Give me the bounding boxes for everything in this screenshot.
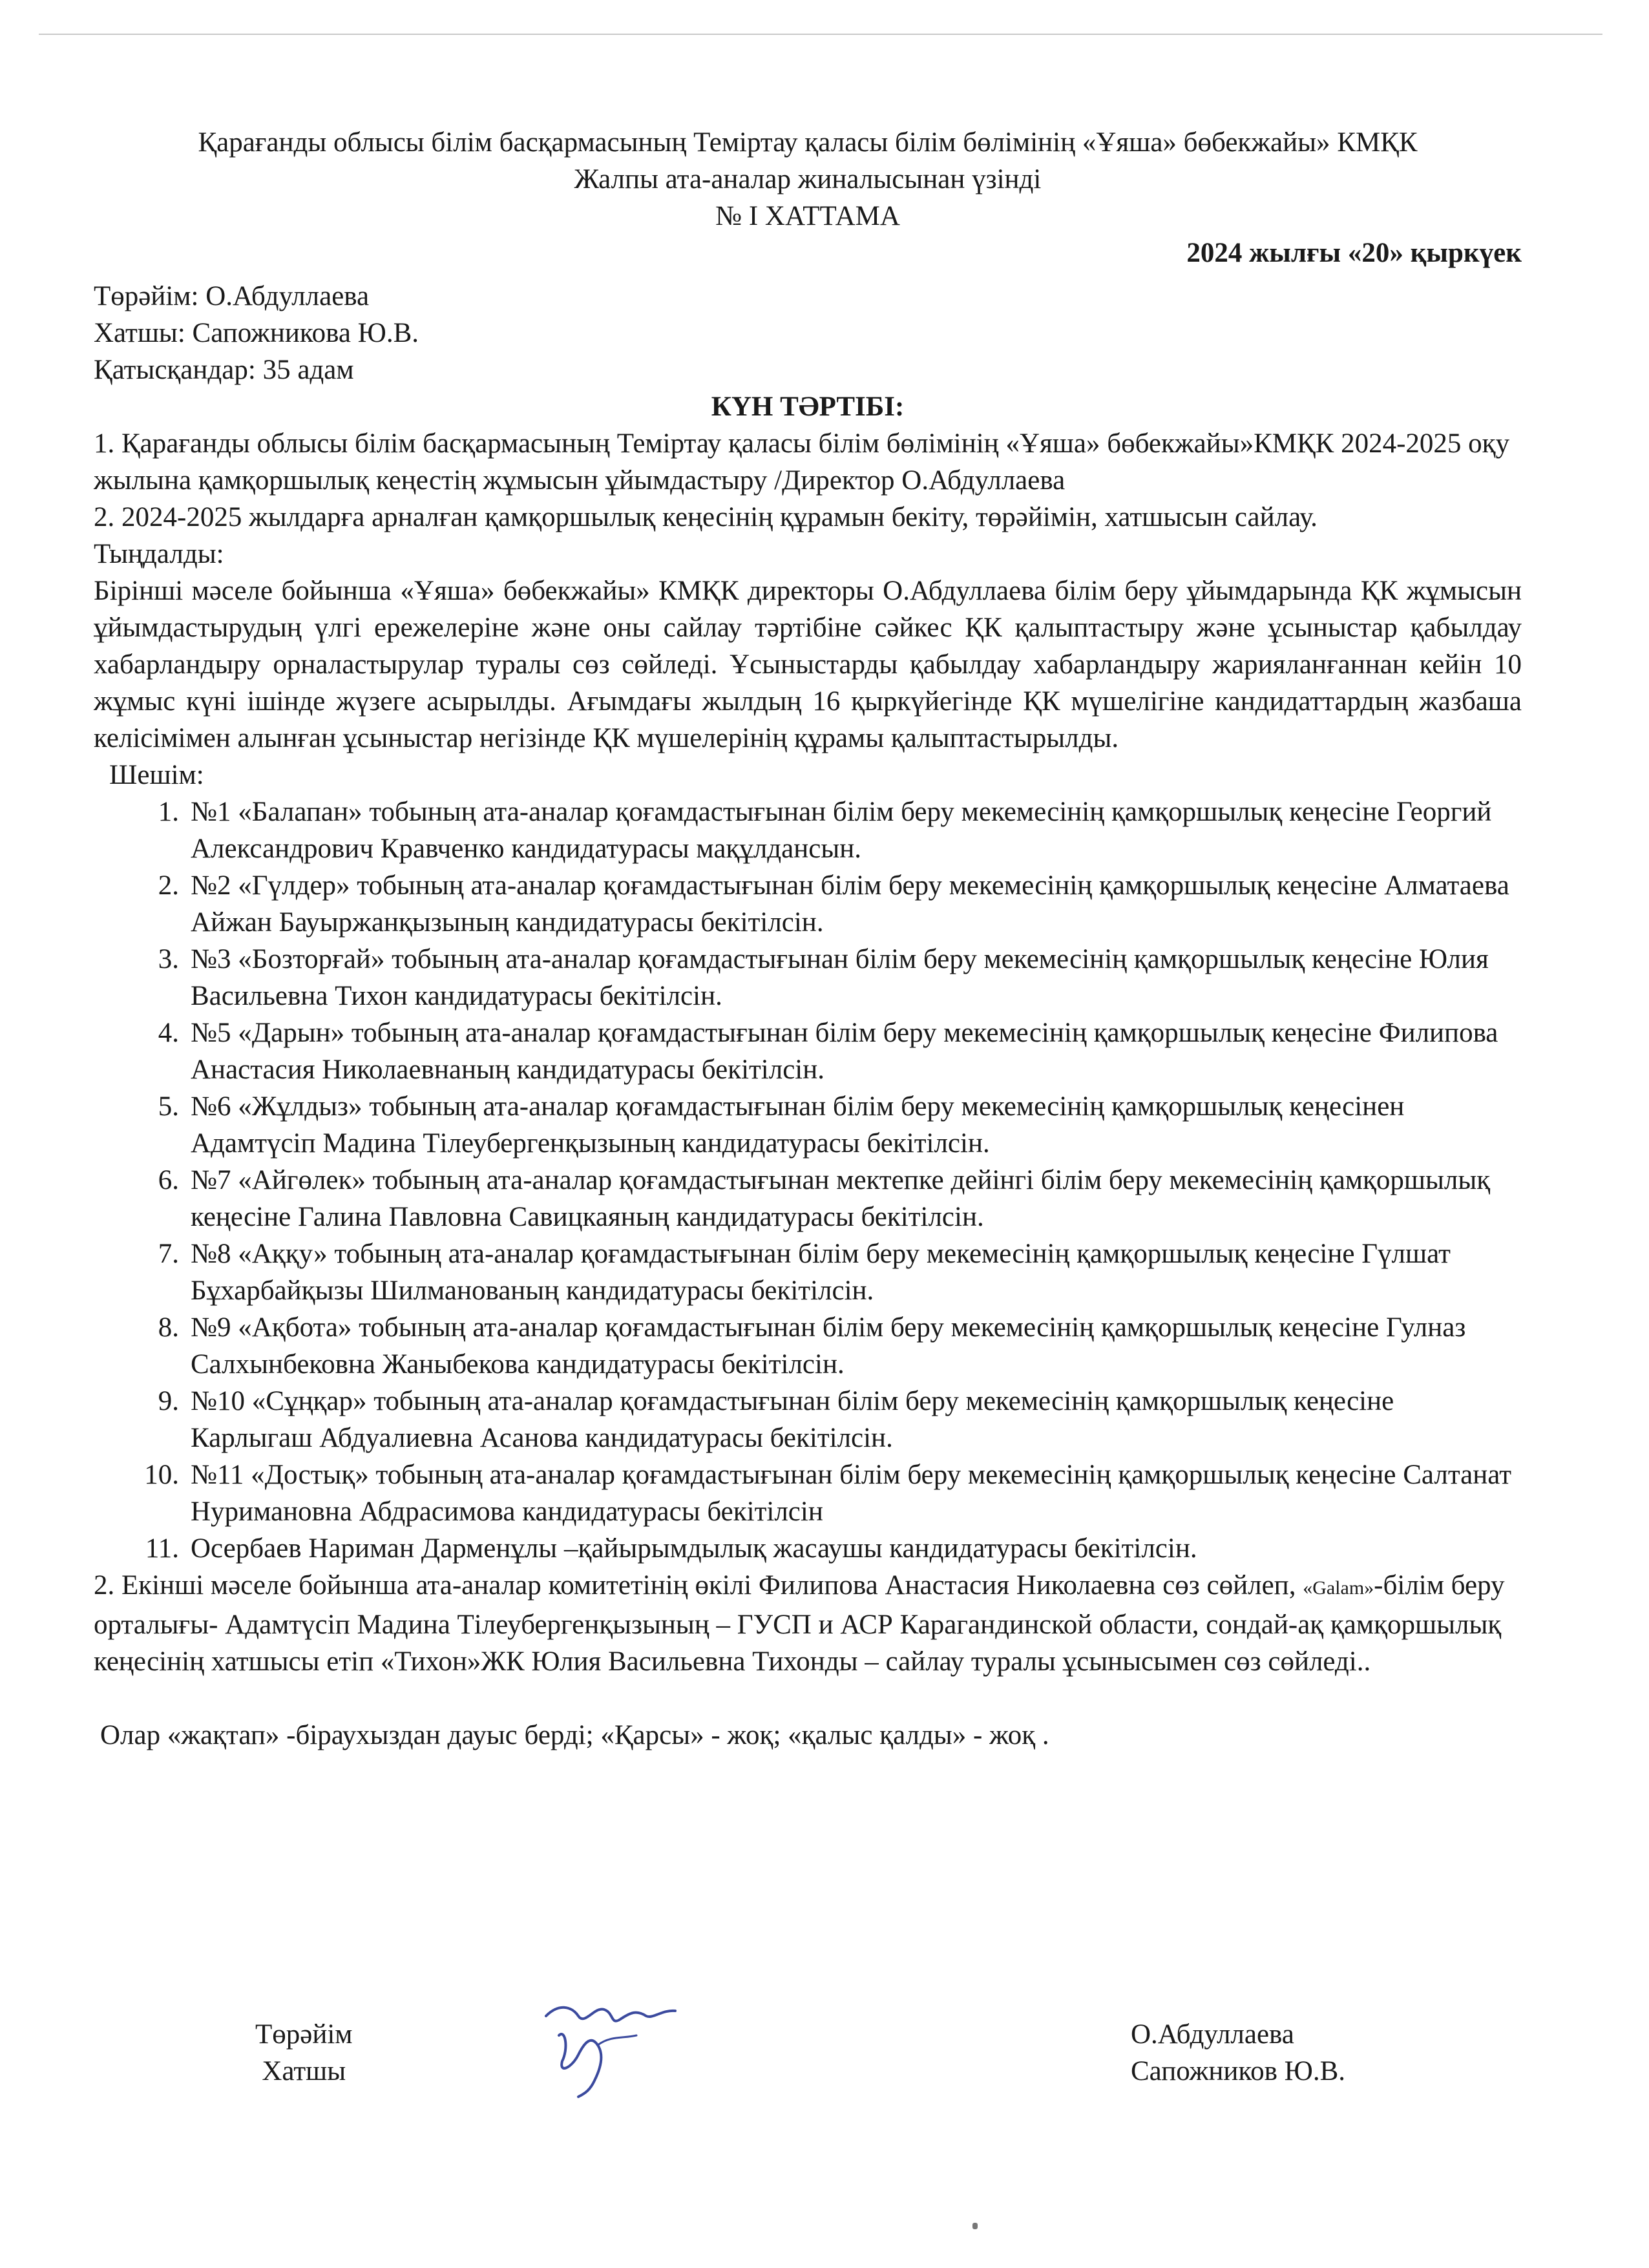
agenda-item-2: 2. 2024-2025 жылдарға арналған қамқоршылық кеңесінің құрамын бекіту, төрәйімін, хатшысын сайлау. xyxy=(94,502,1318,532)
signatory-titles xyxy=(255,2016,353,2090)
heard-text: Бірінші мәселе бойынша «Ұяша» бөбекжайы» КМҚК директоры О.Абдуллаева білім беру ұйымдарында ҚК жұмысын ұйымдастырудың үлгі ережелеріне және оны сайлау тәртібіне сәйкес ҚК қалыптастыру және ұсыныстар қабылдау хабарландыру орналастырулар туралы сөз сөйледі. Ұсыныстарды қабылдау хабарландыру жарияланғаннан кейін 10 жұмыс күні ішінде жүзеге асырылды. Ағымдағы жылдың 16 қыркүйегінде ҚК мүшелігіне кандидаттардың жазбаша келісімімен алынған ұсыныстар негізінде ҚК мүшелерінің құрамы қалыптастырылды. xyxy=(94,576,1522,753)
decision-text: №11 «Достық» тобының ата-аналар қоғамдастығынан білім беру мекемесінің қамқоршылық кеңесіне Салтанат Нуримановна Абдрасимова кандидатурасы бекітілсін xyxy=(191,1460,1512,1527)
decision-number: 9. xyxy=(158,1386,179,1416)
decision-item xyxy=(94,1088,1522,1162)
second-issue-paragraph xyxy=(94,1567,1522,1680)
decision-item xyxy=(94,1383,1522,1456)
decision-text: №2 «Гүлдер» тобының ата-аналар қоғамдастығынан білім беру мекемесінің қамқоршылық кеңесіне Алматаева Айжан Бауыржанқызының кандидатурасы бекітілсін. xyxy=(191,870,1509,938)
decision-text: №8 «Аққу» тобының ата-аналар қоғамдастығынан білім беру мекемесінің қамқоршылық кеңесіне Гүлшат Бұхарбайқызы Шилманованың кандидатурасы бекітілсін. xyxy=(191,1239,1451,1306)
decision-label: Шешім: xyxy=(109,760,204,790)
decision-list xyxy=(94,793,1522,1567)
decision-text: №7 «Айгөлек» тобының ата-аналар қоғамдастығынан мектепке дейінгі білім беру мекемесінің қамқоршылық кеңесіне Галина Павловна Савицкаяның кандидатурасы бекітілсін. xyxy=(191,1165,1491,1232)
second-issue-part1: 2. Екінші мәселе бойынша ата-аналар комитетінің өкілі Филипова Анастасия Николаевна сөз сөйлеп, xyxy=(94,1570,1303,1601)
decision-item xyxy=(94,1235,1522,1309)
decision-item xyxy=(94,867,1522,941)
scan-edge-line xyxy=(39,34,1602,35)
decision-number: 6. xyxy=(158,1165,179,1195)
decision-text: Осербаев Нариман Дарменұлы –қайырымдылық жасаушы кандидатурасы бекітілсін. xyxy=(191,1533,1197,1564)
attendees-line: Қатысқандар: 35 адам xyxy=(94,355,354,385)
decision-item xyxy=(94,1309,1522,1383)
secretary-name: Сапожников Ю.В. xyxy=(1131,2056,1346,2086)
signature-block xyxy=(94,2016,1522,2106)
decision-text: №10 «Сұңқар» тобының ата-аналар қоғамдастығынан білім беру мекемесінің қамқоршылық кеңесіне Карлыгаш Абдуалиевна Асанова кандидатурасы бекітілсін. xyxy=(191,1386,1394,1453)
decision-text: №9 «Ақбота» тобының ата-аналар қоғамдастығынан білім беру мекемесінің қамқоршылық кеңесіне Гулназ Салхынбековна Жаныбекова кандидатурасы бекітілсін. xyxy=(191,1312,1466,1380)
decision-number: 8. xyxy=(158,1312,179,1343)
secretary-line: Хатшы: Сапожникова Ю.В. xyxy=(94,318,419,348)
decision-number: 7. xyxy=(158,1239,179,1269)
decision-item xyxy=(94,1456,1522,1530)
decision-item xyxy=(94,1014,1522,1088)
decision-item xyxy=(94,941,1522,1014)
decision-number: 3. xyxy=(158,944,179,974)
decision-number: 5. xyxy=(158,1091,179,1122)
decision-number: 2. xyxy=(158,870,179,901)
scan-speck xyxy=(972,2223,978,2229)
agenda-title: КҮН ТӘРТІБІ: xyxy=(711,392,905,422)
document-page xyxy=(94,124,1522,1754)
agenda-item-1: 1. Қарағанды облысы білім басқармасының Теміртау қаласы білім бөлімінің «Ұяша» бөбекжайы»КМҚК 2024-2025 оқу жылына қамқоршылық кеңестің жұмысын ұйымдастыру /Директор О.Абдуллаева xyxy=(94,428,1510,496)
decision-item xyxy=(94,1162,1522,1235)
chair-title: Төрәйім xyxy=(255,2019,353,2050)
protocol-number: № І ХАТТАМА xyxy=(715,201,900,231)
organization-title: Қарағанды облысы білім басқармасының Теміртау қаласы білім бөлімінің «Ұяша» бөбекжайы» КМҚК xyxy=(198,127,1418,158)
decision-text: №6 «Жұлдыз» тобының ата-аналар қоғамдастығынан білім беру мекемесінің қамқоршылық кеңесінен Адамтүсіп Мадина Тілеубергенқызының кандидатурасы бекітілсін. xyxy=(191,1091,1405,1159)
decision-text: №3 «Бозторғай» тобының ата-аналар қоғамдастығынан білім беру мекемесінің қамқоршылық кеңесіне Юлия Васильевна Тихон кандидатурасы бекітілсін. xyxy=(191,944,1489,1011)
decision-number: 11. xyxy=(145,1533,179,1564)
galam-name: «Galam» xyxy=(1303,1577,1374,1599)
decision-number: 10. xyxy=(144,1460,179,1490)
second-issue-part2: -білім беру орталығы- Адамтүсіп Мадина Тілеубергенқызының – ГУСП и АСР Карагандинской области, сондай-ақ қамқоршылық кеңесінің хатшысы етіп «Тихон»ЖК Юлия Васильевна Тихонды – сайлау туралы ұсынысымен сөз сөйледі.. xyxy=(94,1570,1505,1677)
document-subtitle: Жалпы ата-аналар жиналысынан үзінді xyxy=(574,164,1042,194)
decision-text: №5 «Дарын» тобының ата-аналар қоғамдастығынан білім беру мекемесінің қамқоршылық кеңесіне Филипова Анастасия Николаевнаның кандидатурасы бекітілсін. xyxy=(191,1018,1498,1085)
heard-label: Тыңдалды: xyxy=(94,539,224,569)
vote-result: Олар «жақтап» -біраухыздан дауыс берді; «Қарсы» - жоқ; «қалыс қалды» - жоқ . xyxy=(100,1720,1049,1750)
decision-item xyxy=(94,793,1522,867)
decision-item xyxy=(94,1530,1522,1567)
decision-number: 4. xyxy=(158,1018,179,1048)
secretary-title: Хатшы xyxy=(262,2056,346,2086)
handwritten-signature xyxy=(533,1990,695,2100)
decision-text: №1 «Балапан» тобының ата-аналар қоғамдастығынан білім беру мекемесінің қамқоршылық кеңесіне Георгий Александрович Кравченко кандидатурасы мақұлдансын. xyxy=(191,797,1492,864)
chair-line: Төрәйім: О.Абдуллаева xyxy=(94,281,370,311)
decision-number: 1. xyxy=(158,797,179,827)
document-date: 2024 жылғы «20» қыркүек xyxy=(1186,238,1522,268)
chair-name: О.Абдуллаева xyxy=(1131,2019,1294,2050)
signatory-names xyxy=(1131,2016,1345,2090)
